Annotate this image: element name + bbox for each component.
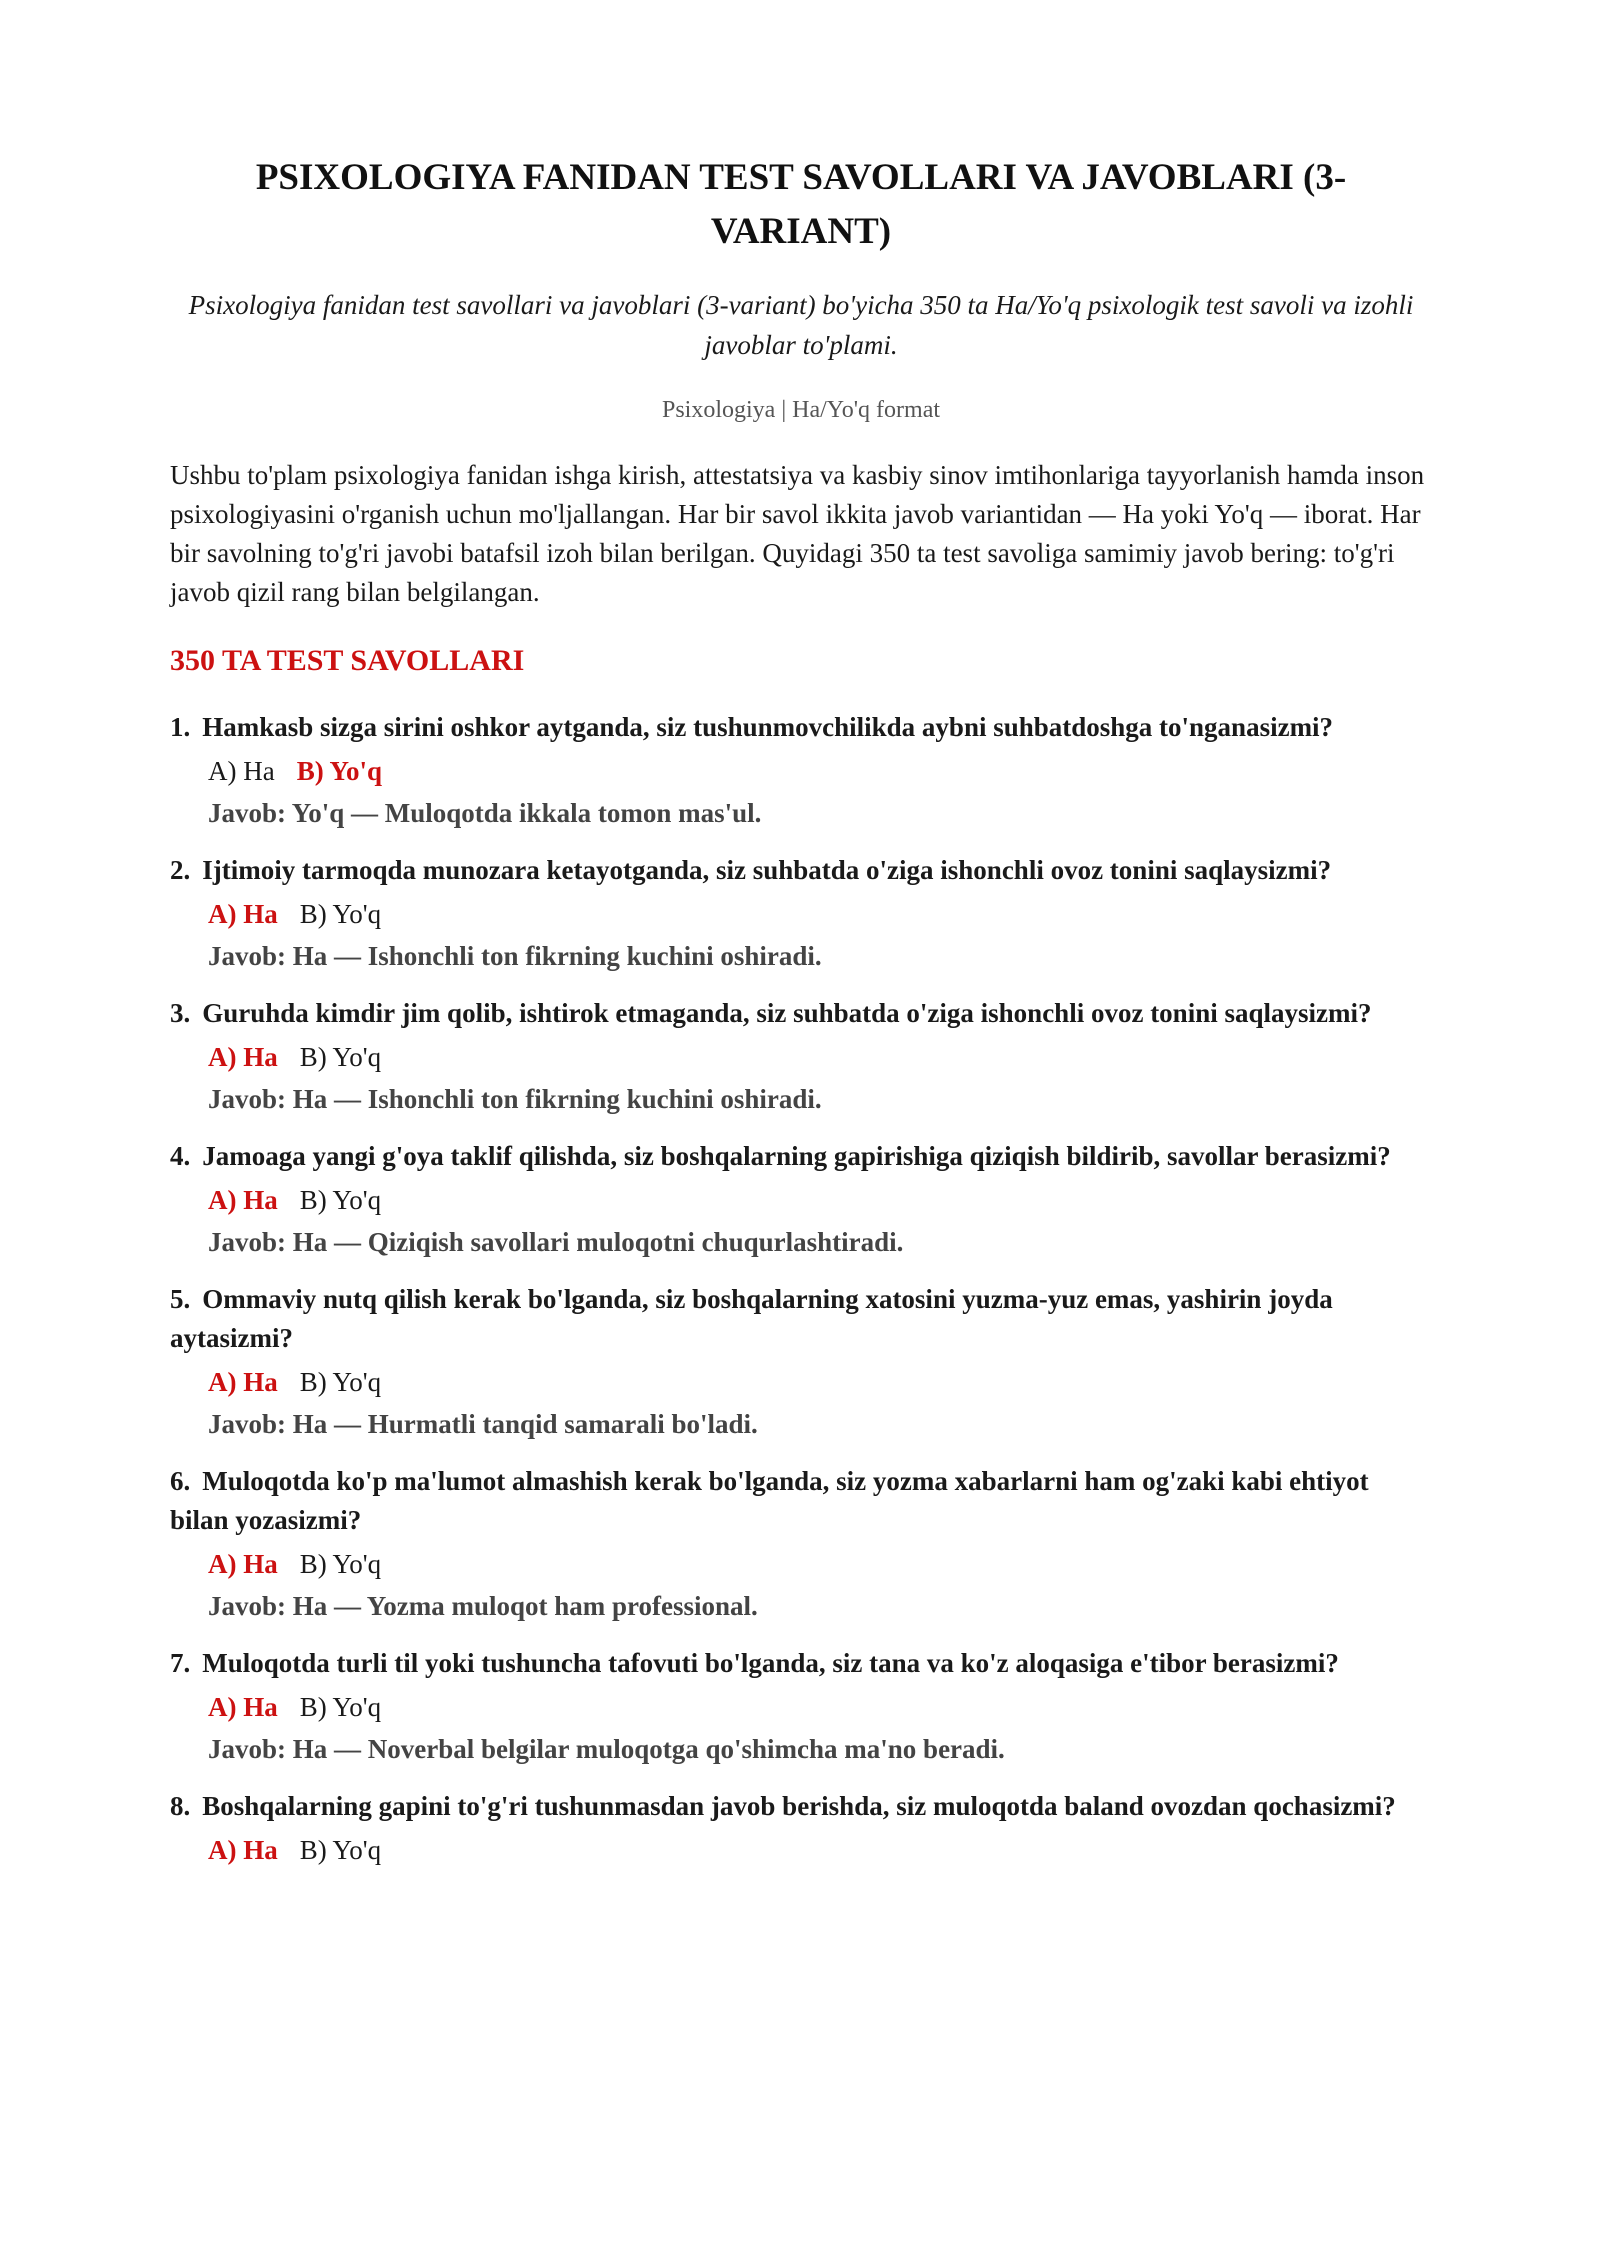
option-b: B) Yo'q — [299, 1042, 382, 1072]
question-text — [170, 1462, 1432, 1540]
option-a: A) Ha — [208, 1185, 278, 1215]
answer-options — [208, 752, 1432, 791]
option-a: A) Ha — [208, 1549, 278, 1579]
answer-explanation: Javob: Ha — Ishonchli ton fikrning kuchini oshiradi. — [208, 1084, 822, 1114]
answer-options — [208, 1545, 1432, 1584]
question-item — [170, 994, 1432, 1119]
answer-options — [208, 1363, 1432, 1402]
option-a: A) Ha — [208, 899, 278, 929]
question-number: 7. — [170, 1648, 191, 1678]
question-text — [170, 1787, 1432, 1826]
answer-explanation: Javob: Ha — Ishonchli ton fikrning kuchini oshiradi. — [208, 941, 822, 971]
option-a: A) Ha — [208, 1367, 278, 1397]
question-item — [170, 851, 1432, 976]
question-text — [170, 708, 1432, 747]
question-body: Boshqalarning gapini to'g'ri tushunmasdan javob berishda, siz muloqotda baland ovozdan qochasizmi? — [202, 1791, 1396, 1821]
option-a: A) Ha — [208, 1042, 278, 1072]
question-text — [170, 1644, 1432, 1683]
question-text — [170, 994, 1432, 1033]
option-b: B) Yo'q — [299, 899, 382, 929]
option-b: B) Yo'q — [299, 1549, 382, 1579]
answer-explanation: Javob: Ha — Noverbal belgilar muloqotga qo'shimcha ma'no beradi. — [208, 1734, 1005, 1764]
answer-options — [208, 1831, 1432, 1870]
answer-explanation: Javob: Yo'q — Muloqotda ikkala tomon mas'ul. — [208, 798, 762, 828]
document-title: PSIXOLOGIYA FANIDAN TEST SAVOLLARI VA JAVOBLARI (3-VARIANT) — [255, 157, 1347, 252]
question-body: Muloqotda ko'p ma'lumot almashish kerak bo'lganda, siz yozma xabarlarni ham og'zaki kabi ehtiyot bilan yozasizmi? — [170, 1466, 1369, 1535]
document-page — [170, 151, 1432, 1888]
question-item — [170, 1462, 1432, 1626]
answer-options — [208, 1038, 1432, 1077]
document-subtitle: Psixologiya fanidan test savollari va javoblari (3-variant) bo'yicha 350 ta Ha/Yo'q psixologik test savoli va izohli javoblar to'plami. — [188, 290, 1414, 360]
question-body: Ijtimoiy tarmoqda munozara ketayotganda, siz suhbatda o'ziga ishonchli ovoz tonini saqlaysizmi? — [202, 855, 1332, 885]
question-body: Muloqotda turli til yoki tushuncha tafovuti bo'lganda, siz tana va ko'z aloqasiga e'tibor berasizmi? — [202, 1648, 1339, 1678]
answer-explanation: Javob: Ha — Hurmatli tanqid samarali bo'ladi. — [208, 1409, 758, 1439]
answer-options — [208, 1688, 1432, 1727]
answer-options — [208, 1181, 1432, 1220]
question-item — [170, 708, 1432, 833]
question-text — [170, 1280, 1432, 1358]
question-text — [170, 1137, 1432, 1176]
option-b: B) Yo'q — [299, 1367, 382, 1397]
question-number: 5. — [170, 1284, 191, 1314]
question-number: 3. — [170, 998, 191, 1028]
intro-paragraph: Ushbu to'plam psixologiya fanidan ishga kirish, attestatsiya va kasbiy sinov imtihonlariga tayyorlanish hamda inson psixologiyasini o'rganish uchun mo'ljallangan. Har bir savol ikkita javob variantidan — Ha yoki Yo'q — iborat. Har bir savolning to'g'ri javobi batafsil izoh bilan berilgan. Quyidagi 350 ta test savoliga samimiy javob bering: to'g'ri javob qizil rang bilan belgilangan. — [170, 460, 1425, 607]
document-meta: Psixologiya | Ha/Yo'q format — [661, 397, 941, 423]
option-a: A) Ha — [208, 1692, 278, 1722]
answer-options — [208, 895, 1432, 934]
option-b: B) Yo'q — [299, 1185, 382, 1215]
question-list — [170, 708, 1432, 1870]
option-a: A) Ha — [208, 756, 275, 786]
question-number: 6. — [170, 1466, 191, 1496]
option-b: B) Yo'q — [299, 1692, 382, 1722]
question-body: Jamoaga yangi g'oya taklif qilishda, siz boshqalarning gapirishiga qiziqish bildirib, savollar berasizmi? — [202, 1141, 1391, 1171]
question-item — [170, 1280, 1432, 1444]
option-b: B) Yo'q — [296, 756, 383, 786]
question-item — [170, 1787, 1432, 1870]
option-a: A) Ha — [208, 1835, 278, 1865]
question-item — [170, 1644, 1432, 1769]
question-number: 8. — [170, 1791, 191, 1821]
question-body: Hamkasb sizga sirini oshkor aytganda, siz tushunmovchilikda aybni suhbatdoshga to'nganasizmi? — [202, 712, 1334, 742]
question-number: 1. — [170, 712, 191, 742]
answer-explanation: Javob: Ha — Yozma muloqot ham professional. — [208, 1591, 758, 1621]
option-b: B) Yo'q — [299, 1835, 382, 1865]
question-text — [170, 851, 1432, 890]
answer-explanation: Javob: Ha — Qiziqish savollari muloqotni chuqurlashtiradi. — [208, 1227, 904, 1257]
section-heading: 350 TA TEST SAVOLLARI — [170, 644, 525, 677]
question-body: Guruhda kimdir jim qolib, ishtirok etmaganda, siz suhbatda o'ziga ishonchli ovoz tonini saqlaysizmi? — [202, 998, 1372, 1028]
question-item — [170, 1137, 1432, 1262]
question-body: Ommaviy nutq qilish kerak bo'lganda, siz boshqalarning xatosini yuzma-yuz emas, yashirin joyda aytasizmi? — [170, 1284, 1333, 1353]
question-number: 2. — [170, 855, 191, 885]
question-number: 4. — [170, 1141, 191, 1171]
